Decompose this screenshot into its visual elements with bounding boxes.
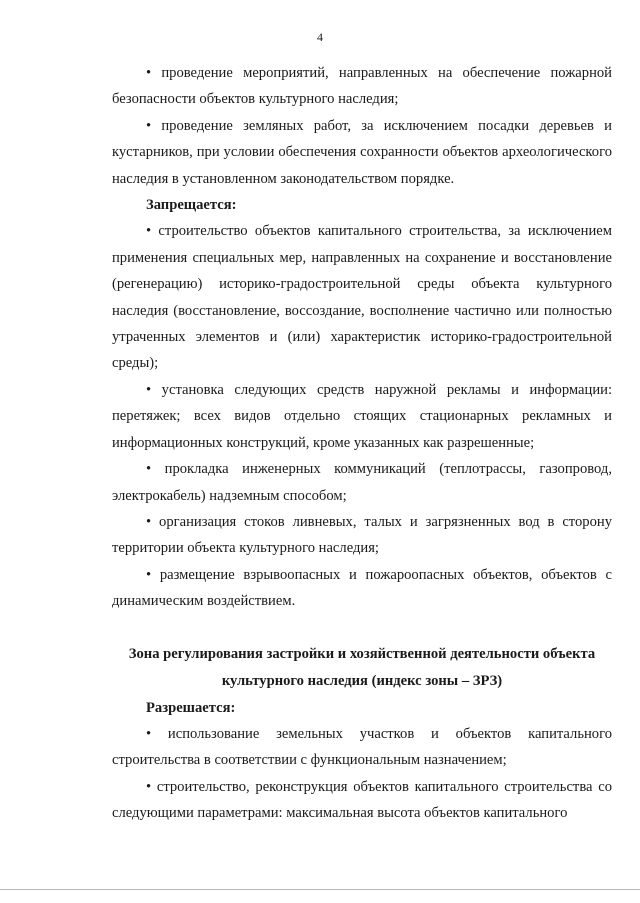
paragraph-fire-safety: • проведение мероприятий, направленных на обеспечение пожарной безопасности объектов культурного наследия; — [112, 65, 612, 108]
paragraph-hazardous-objects: • размещение взрывоопасных и пожароопасных объектов, объектов с динамическим воздействием. — [112, 566, 612, 610]
paragraph-outdoor-advertising: • установка следующих средств наружной рекламы и информации: перетяжек; всех видов отдельно стоящих стационарных рекламных и информационных конструкций, кроме указанных как разрешенные; — [112, 381, 612, 451]
document-body — [112, 60, 612, 827]
zone-title-line-1: Зона регулирования застройки и хозяйственной деятельности объекта — [128, 645, 596, 662]
paragraph-land-use: • использование земельных участков и объектов капитального строительства в соответствии с функциональным назначением; — [112, 725, 612, 769]
zone-title-line-2: культурного наследия (индекс зоны – ЗРЗ) — [221, 672, 503, 689]
paragraph-engineering-communications: • прокладка инженерных коммуникаций (теплотрассы, газопровод, электрокабель) надземным способом; — [112, 461, 612, 504]
page-number: 4 — [317, 30, 323, 44]
paragraph-capital-construction: • строительство объектов капитального строительства, за исключением применения специальных мер, направленных на сохранение и восстановление (регенерацию) историко-градостроительной среды объекта культурного наследия (восстановление, воссоздание, восполнение частично или полностью утраченных элементов и (или) характеристик историко-градостроительной среды); — [112, 223, 612, 372]
prohibited-heading: Запрещается: — [146, 197, 237, 214]
allowed-heading: Разрешается: — [146, 699, 236, 716]
zone-title — [112, 641, 612, 695]
paragraph-construction-parameters: • строительство, реконструкция объектов капитального строительства со следующими параметрами: максимальная высота объектов капитального — [112, 778, 612, 822]
paragraph-water-drainage: • организация стоков ливневых, талых и загрязненных вод в сторону территории объекта культурного наследия; — [112, 513, 612, 557]
paragraph-earthworks: • проведение земляных работ, за исключением посадки деревьев и кустарников, при условии обеспечения сохранности объектов археологического наследия в установленном законодательством порядке. — [112, 117, 612, 187]
scan-bottom-edge — [0, 889, 640, 890]
